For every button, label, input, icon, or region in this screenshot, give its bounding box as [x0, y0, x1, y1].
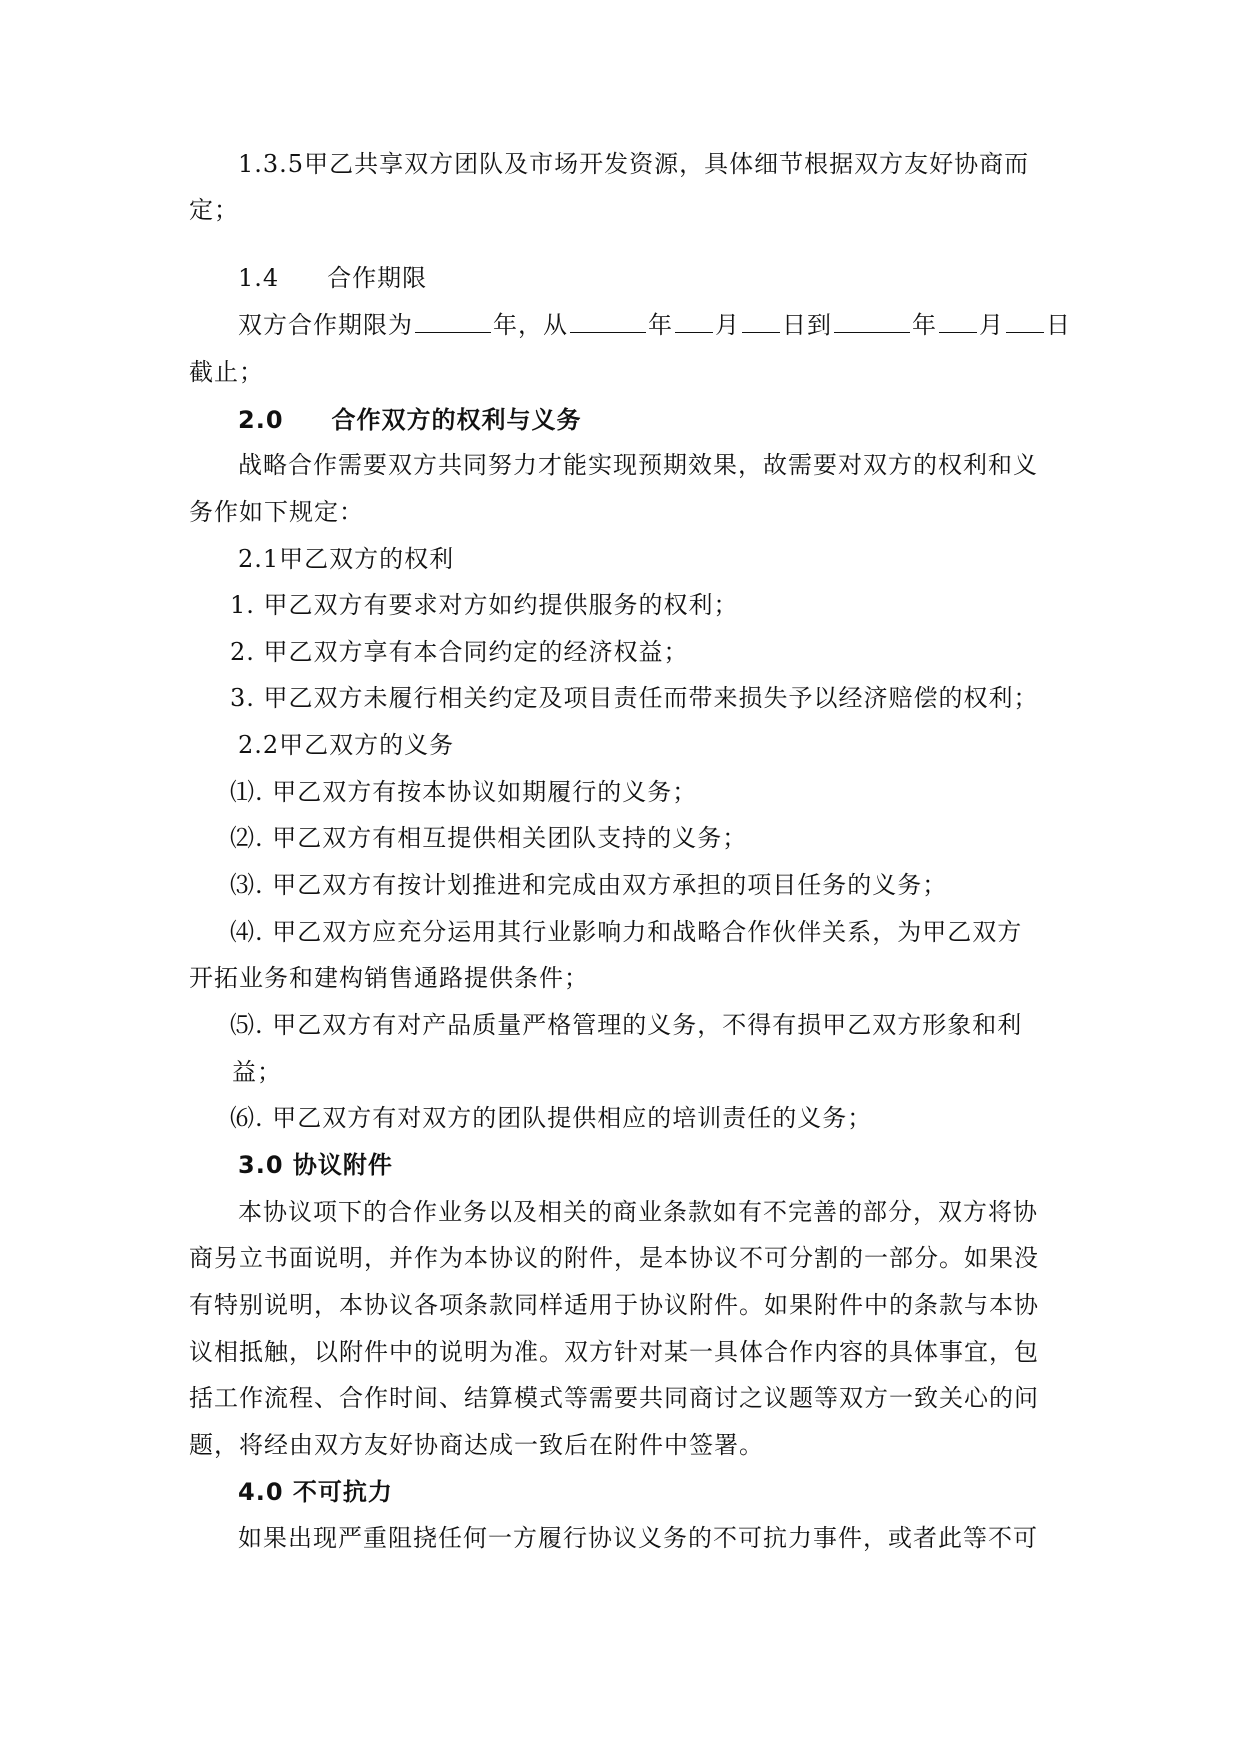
term-line — [238, 309, 1071, 341]
section-1-4-title: 合作期限 — [327, 264, 428, 292]
start-year-blank — [570, 310, 646, 333]
term-line2: 截止； — [189, 358, 264, 386]
section-2-0-intro-line1: 战略合作需要双方共同努力才能实现预期效果，故需要对双方的权利和义 — [238, 451, 1038, 479]
section-3-0-line1: 本协议项下的合作业务以及相关的商业条款如有不完善的部分，双方将协 — [238, 1198, 1038, 1226]
end-year-blank — [834, 310, 910, 333]
right-item-2: 2. 甲乙双方享有本合同约定的经济权益； — [230, 638, 689, 666]
section-3-0-line2: 商另立书面说明，并作为本协议的附件，是本协议不可分割的一部分。如果没 — [189, 1244, 1039, 1272]
right-item-1: 1. 甲乙双方有要求对方如约提供服务的权利； — [230, 591, 739, 619]
term-text-1: 双方合作期限为 — [238, 311, 413, 339]
start-day-blank — [742, 310, 780, 333]
term-text-2: 年，从 — [493, 311, 568, 339]
section-3-0-line4: 议相抵触，以附件中的说明为准。双方针对某一具体合作内容的具体事宜，包 — [189, 1338, 1039, 1366]
duty-item-2: ⑵. 甲乙双方有相互提供相关团队支持的义务； — [230, 824, 748, 852]
section-2-0-intro-line2: 务作如下规定： — [189, 498, 364, 526]
duty-item-1: ⑴. 甲乙双方有按本协议如期履行的义务； — [230, 778, 698, 806]
section-2-0-heading — [238, 404, 582, 436]
section-1-4-number: 1.4 — [238, 264, 280, 292]
term-text-5: 日到 — [782, 311, 832, 339]
end-month-blank — [939, 310, 977, 333]
duty-item-5-line2: 益； — [232, 1058, 282, 1086]
term-text-6: 年 — [912, 311, 937, 339]
right-item-3: 3. 甲乙双方未履行相关约定及项目责任而带来损失予以经济赔偿的权利； — [230, 684, 1039, 712]
term-text-7: 月 — [979, 311, 1004, 339]
clause-1-3-5-line2: 定； — [189, 196, 239, 224]
term-text-4: 月 — [715, 311, 740, 339]
term-text-8: 日 — [1046, 311, 1071, 339]
duty-item-3: ⑶. 甲乙双方有按计划推进和完成由双方承担的项目任务的义务； — [230, 871, 948, 899]
section-2-2-title: 2.2甲乙双方的义务 — [238, 731, 455, 759]
end-day-blank — [1006, 310, 1044, 333]
term-years-blank — [415, 310, 491, 333]
duty-item-5-line1: ⑸. 甲乙双方有对产品质量严格管理的义务，不得有损甲乙双方形象和利 — [230, 1011, 1023, 1039]
duty-item-4-line1: ⑷. 甲乙双方应充分运用其行业影响力和战略合作伙伴关系，为甲乙双方 — [230, 918, 1023, 946]
section-2-0-title: 合作双方的权利与义务 — [331, 406, 582, 434]
section-2-1-title: 2.1甲乙双方的权利 — [238, 545, 455, 573]
clause-1-3-5-line1: 1.3.5甲乙共享双方团队及市场开发资源，具体细节根据双方友好协商而 — [238, 150, 1030, 178]
section-3-0-line5: 括工作流程、合作时间、结算模式等需要共同商讨之议题等双方一致关心的问 — [189, 1384, 1039, 1412]
section-4-0-heading: 4.0 不可抗力 — [238, 1478, 393, 1506]
section-3-0-line6: 题，将经由双方友好协商达成一致后在附件中签署。 — [189, 1431, 764, 1459]
section-3-0-line3: 有特别说明，本协议各项条款同样适用于协议附件。如果附件中的条款与本协 — [189, 1291, 1039, 1319]
section-4-0-line1: 如果出现严重阻挠任何一方履行协议义务的不可抗力事件，或者此等不可 — [238, 1524, 1038, 1552]
section-2-0-number: 2.0 — [238, 406, 284, 434]
term-text-3: 年 — [648, 311, 673, 339]
section-3-0-heading: 3.0 协议附件 — [238, 1151, 393, 1179]
duty-item-4-line2: 开拓业务和建构销售通路提供条件； — [189, 964, 589, 992]
start-month-blank — [675, 310, 713, 333]
duty-item-6: ⑹. 甲乙双方有对双方的团队提供相应的培训责任的义务； — [230, 1104, 873, 1132]
section-1-4-heading — [238, 262, 427, 294]
